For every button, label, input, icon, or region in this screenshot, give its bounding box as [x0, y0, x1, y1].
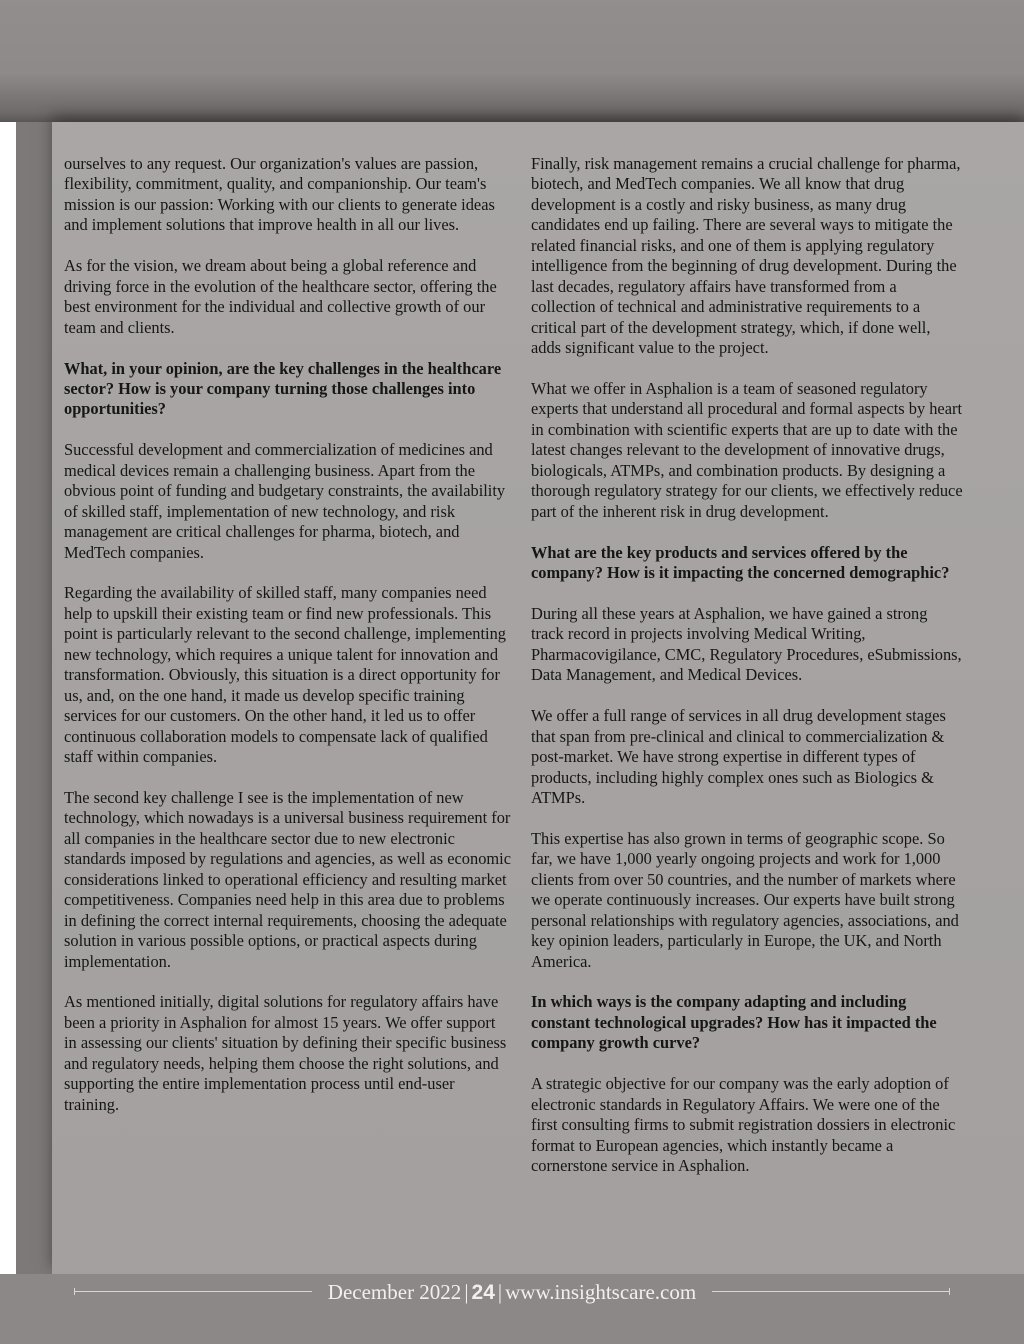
page-number: 24 — [471, 1281, 495, 1304]
footer-rule-cap-right — [949, 1288, 950, 1295]
article-paragraph: Finally, risk management remains a crucial challenge for pharma, biotech, and MedTech companies. We all know that drug development is a costly and risky business, as many drug candidates end up failing. There are several ways to mitigate the related financial risks, and one of them is applying regulatory intelligence from the beginning of drug development. During the last decades, regulatory affairs have transformed from a collection of technical and administrative requirements to a critical part of the development strategy, which, if done well, adds significant value to the project. — [531, 154, 961, 358]
magazine-page — [52, 122, 1024, 1274]
interview-question: What are the key products and services offered by the company? How is it impacting the concerned demographic? — [531, 542, 950, 583]
article-paragraph: ourselves to any request. Our organization's values are passion, flexibility, commitment, quality, and companionship. Our team's mission is our passion: Working with our clients to generate ideas and implement solutions that improve health in all our lives. — [64, 154, 495, 235]
footer-rule-left — [74, 1291, 312, 1292]
article-paragraph: Successful development and commercialization of medicines and medical devices remain a challenging business. Apart from the obvious point of funding and budgetary constraints, the availability of skilled staff, implementation of new technology, and risk management are critical challenges for pharma, biotech, and MedTech companies. — [64, 440, 506, 562]
article-paragraph: What we offer in Asphalion is a team of seasoned regulatory experts that understand all procedural and formal aspects by heart in combination with scientific experts that are up to date with the latest changes relevant to the development of innovative drugs, biologicals, ATMPs, and combination products. By designing a thorough regulatory strategy for our clients, we effectively reduce part of the inherent risk in drug development. — [531, 378, 963, 521]
article-column-right — [531, 154, 963, 1197]
footer-info — [312, 1280, 712, 1305]
footer-rule-right — [712, 1291, 950, 1292]
footer-separator: | — [464, 1280, 469, 1304]
article-paragraph: This expertise has also grown in terms of geographic scope. So far, we have 1,000 yearly ongoing projects and work for 1,000 clients from over 50 countries, and the number of markets where we operate continuously increases. Our experts have built strong personal relationships with regulatory agencies, associations, and key opinion leaders, particularly in Europe, the UK, and North America. — [531, 828, 959, 971]
left-page-edge — [0, 122, 16, 1274]
article-paragraph: A strategic objective for our company was the early adoption of electronic standards in Regulatory Affairs. We were one of the first consulting firms to submit registration dossiers in electronic format to European agencies, which instantly became a cornerstone service in Asphalion. — [531, 1074, 956, 1176]
interview-question: What, in your opinion, are the key challenges in the healthcare sector? How is your company turning those challenges into opportunities? — [64, 358, 502, 419]
article-paragraph: The second key challenge I see is the implementation of new technology, which nowadays is a universal business requirement for all companies in the healthcare sector due to new electronic standards imposed by regulations and agencies, as well as economic considerations linked to operational efficiency and resulting market competitiveness. Companies need help in this area due to problems in defining the correct internal requirements, choosing the adequate solution in various possible options, or practical aspects during implementation. — [64, 787, 511, 971]
footer-rule-cap-left — [74, 1288, 75, 1295]
website-link[interactable]: www.insightscare.com — [505, 1280, 697, 1304]
footer-separator: | — [497, 1280, 503, 1304]
article-paragraph: We offer a full range of services in all drug development stages that span from pre-clinical and clinical to commercialization & post-market. We have strong expertise in different types of products, including highly complex ones such as Biologics & ATMPs. — [531, 706, 946, 807]
top-background-band — [0, 0, 1024, 122]
article-paragraph: As for the vision, we dream about being a global reference and driving force in the evolution of the healthcare sector, offering the best environment for the individual and collective growth of our team and clients. — [64, 256, 497, 337]
article-paragraph: During all these years at Asphalion, we have gained a strong track record in projects involving Medical Writing, Pharmacovigilance, CMC, Regulatory Procedures, eSubmissions, Data Management, and Medical Devices. — [531, 603, 962, 685]
article-paragraph: As mentioned initially, digital solutions for regulatory affairs have been a priority in Asphalion for almost 15 years. We offer support in assessing our clients' situation by defining their specific business and regulatory needs, helping them choose the right solutions, and supporting the entire implementation process until end-user training. — [64, 992, 507, 1114]
footer-date: December 2022 — [327, 1280, 462, 1304]
article-paragraph: Regarding the availability of skilled staff, many companies need help to upskill their existing team or find new professionals. This point is particularly relevant to the second challenge, implementing new technology, which requires a unique talent for innovation and transformation. Obviously, this situation is a direct opportunity for us, and, on the one hand, it made us develop specific training services for our customers. On the other hand, it led us to offer continuous collaboration models to compensate lack of qualified staff within companies. — [64, 583, 506, 767]
interview-question: In which ways is the company adapting and including constant technological upgrades? How has it impacted the company growth curve? — [531, 992, 937, 1053]
article-column-left — [64, 154, 512, 1136]
page-gutter — [16, 122, 52, 1274]
